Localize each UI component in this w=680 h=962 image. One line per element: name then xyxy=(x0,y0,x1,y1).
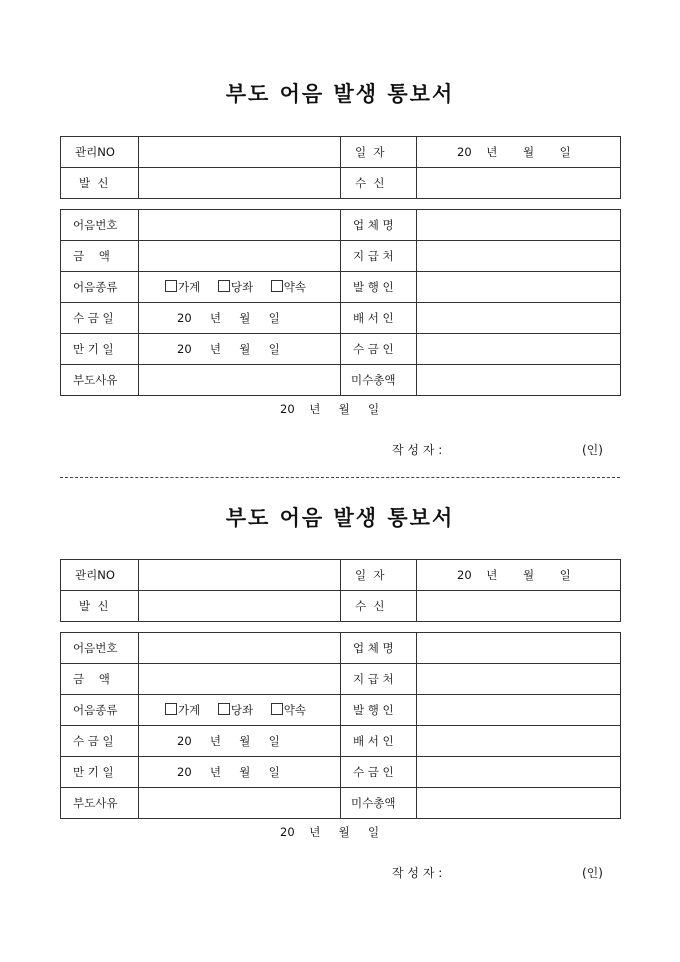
unpaid-total-field[interactable] xyxy=(417,365,621,396)
bill-no-label: 어음번호 xyxy=(61,210,139,241)
receiver-field[interactable] xyxy=(417,168,621,199)
collector-field[interactable] xyxy=(417,757,621,788)
table-row xyxy=(61,241,621,272)
issuer-label: 발 행 인 xyxy=(341,695,417,726)
stamp-mark: (인) xyxy=(582,443,603,457)
maturity-field[interactable]: 20 년 월 일 xyxy=(139,334,341,365)
reason-field[interactable] xyxy=(139,788,341,819)
checkbox-current[interactable]: 당좌 xyxy=(218,280,253,294)
bill-type-options xyxy=(139,695,341,726)
collect-day-label: 수 금 일 xyxy=(61,303,139,334)
writer-label: 작 성 자 : xyxy=(392,866,443,880)
manage-no-field[interactable] xyxy=(139,560,341,591)
table-row xyxy=(61,726,621,757)
payee-field[interactable] xyxy=(417,664,621,695)
date-label: 일 자 xyxy=(341,137,417,168)
sender-field[interactable] xyxy=(139,168,341,199)
receiver-field[interactable] xyxy=(417,591,621,622)
amount-field[interactable] xyxy=(139,241,341,272)
company-field[interactable] xyxy=(417,210,621,241)
payee-label: 지 급 처 xyxy=(341,241,417,272)
endorser-field[interactable] xyxy=(417,303,621,334)
table-row xyxy=(61,560,621,591)
collect-day-label: 수 금 일 xyxy=(61,726,139,757)
checkbox-household[interactable]: 가계 xyxy=(165,703,200,717)
manage-no-label: 관리NO xyxy=(61,137,139,168)
unpaid-total-label: 미수총액 xyxy=(341,788,417,819)
details-table xyxy=(60,209,621,396)
bill-no-label: 어음번호 xyxy=(61,633,139,664)
company-label: 업 체 명 xyxy=(341,633,417,664)
maturity-label: 만 기 일 xyxy=(61,334,139,365)
issuer-field[interactable] xyxy=(417,695,621,726)
manage-no-field[interactable] xyxy=(139,137,341,168)
reason-label: 부도사유 xyxy=(61,788,139,819)
checkbox-current[interactable]: 당좌 xyxy=(218,703,253,717)
unpaid-total-field[interactable] xyxy=(417,788,621,819)
writer-label: 작 성 자 : xyxy=(392,443,443,457)
collector-label: 수 금 인 xyxy=(341,334,417,365)
cut-line xyxy=(60,477,620,478)
amount-field[interactable] xyxy=(139,664,341,695)
manage-no-label: 관리NO xyxy=(61,560,139,591)
issuer-label: 발 행 인 xyxy=(341,272,417,303)
bill-no-field[interactable] xyxy=(139,633,341,664)
table-row xyxy=(61,303,621,334)
amount-label: 금 액 xyxy=(61,664,139,695)
company-label: 업 체 명 xyxy=(341,210,417,241)
table-row xyxy=(61,695,621,726)
footer-date: 20 년 월 일 xyxy=(280,402,380,416)
payee-label: 지 급 처 xyxy=(341,664,417,695)
table-row xyxy=(61,168,621,199)
maturity-label: 만 기 일 xyxy=(61,757,139,788)
table-row xyxy=(61,137,621,168)
endorser-label: 배 서 인 xyxy=(341,303,417,334)
table-row xyxy=(61,272,621,303)
collect-day-field[interactable]: 20 년 월 일 xyxy=(139,303,341,334)
details-table xyxy=(60,632,621,819)
header-table xyxy=(60,136,621,199)
table-row xyxy=(61,334,621,365)
footer-date: 20 년 월 일 xyxy=(280,825,380,839)
bill-type-options xyxy=(139,272,341,303)
reason-label: 부도사유 xyxy=(61,365,139,396)
company-field[interactable] xyxy=(417,633,621,664)
checkbox-household[interactable]: 가계 xyxy=(165,280,200,294)
collector-field[interactable] xyxy=(417,334,621,365)
issuer-field[interactable] xyxy=(417,272,621,303)
table-row xyxy=(61,664,621,695)
form-title: 부도 어음 발생 통보서 xyxy=(225,505,455,530)
form-title: 부도 어음 발생 통보서 xyxy=(225,81,455,106)
checkbox-promissory[interactable]: 약속 xyxy=(271,280,306,294)
table-row xyxy=(61,365,621,396)
checkbox-promissory[interactable]: 약속 xyxy=(271,703,306,717)
reason-field[interactable] xyxy=(139,365,341,396)
endorser-field[interactable] xyxy=(417,726,621,757)
receiver-label: 수 신 xyxy=(341,168,417,199)
date-label: 일 자 xyxy=(341,560,417,591)
endorser-label: 배 서 인 xyxy=(341,726,417,757)
table-row xyxy=(61,788,621,819)
amount-label: 금 액 xyxy=(61,241,139,272)
date-field[interactable]: 20 년 월 일 xyxy=(417,137,621,168)
table-row xyxy=(61,591,621,622)
collect-day-field[interactable]: 20 년 월 일 xyxy=(139,726,341,757)
sender-label: 발 신 xyxy=(61,591,139,622)
date-field[interactable]: 20 년 월 일 xyxy=(417,560,621,591)
unpaid-total-label: 미수총액 xyxy=(341,365,417,396)
bill-no-field[interactable] xyxy=(139,210,341,241)
table-row xyxy=(61,210,621,241)
collector-label: 수 금 인 xyxy=(341,757,417,788)
receiver-label: 수 신 xyxy=(341,591,417,622)
bill-type-label: 어음종류 xyxy=(61,695,139,726)
stamp-mark: (인) xyxy=(582,866,603,880)
table-row xyxy=(61,633,621,664)
payee-field[interactable] xyxy=(417,241,621,272)
maturity-field[interactable]: 20 년 월 일 xyxy=(139,757,341,788)
sender-field[interactable] xyxy=(139,591,341,622)
header-table xyxy=(60,559,621,622)
bill-type-label: 어음종류 xyxy=(61,272,139,303)
table-row xyxy=(61,757,621,788)
sender-label: 발 신 xyxy=(61,168,139,199)
